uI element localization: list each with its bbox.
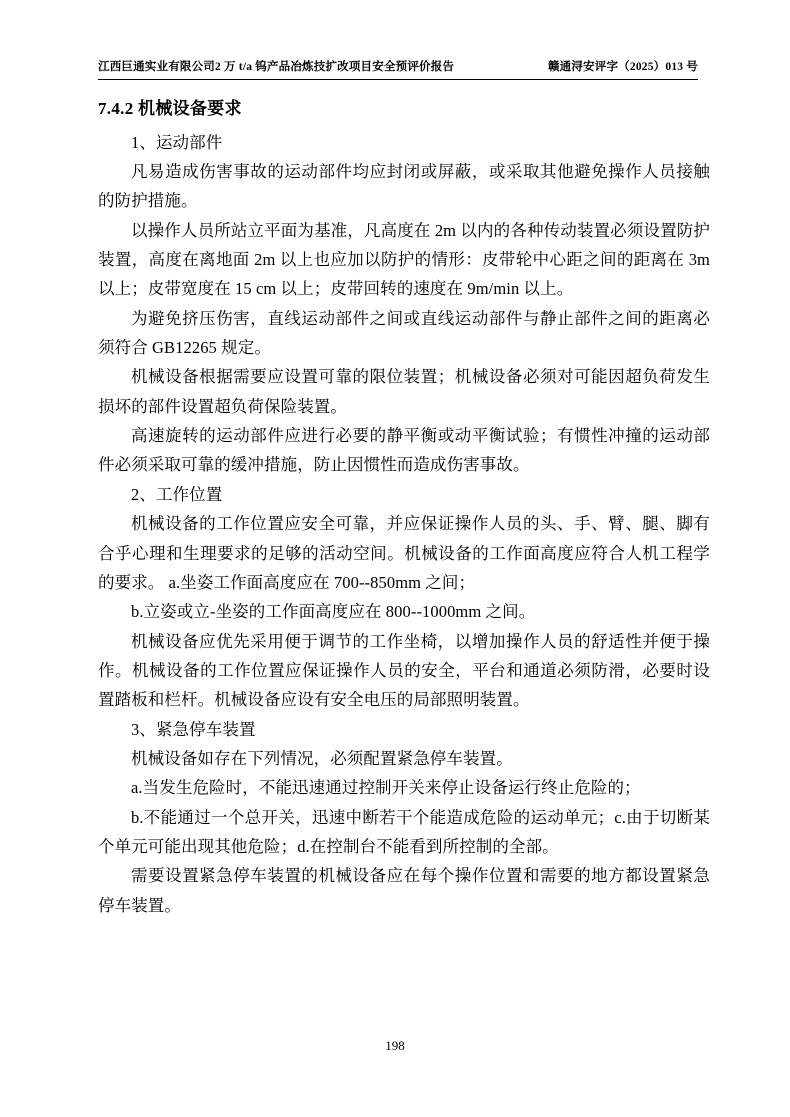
paragraph: 为避免挤压伤害，直线运动部件之间或直线运动部件与静止部件之间的距离必须符合 GB12265 规定。 bbox=[98, 308, 710, 358]
paragraph: 机械设备应优先采用便于调节的工作坐椅，以增加操作人员的舒适性并便于操作。机械设备的工作位置应保证操作人员的安全，平台和通道必须防滑，必要时设置踏板和栏杆。机械设备应设有安全电压的局部照明装置。 bbox=[98, 631, 710, 710]
page-header bbox=[98, 58, 698, 74]
header-left-text: 江西巨通实业有限公司2 万 t/a 钨产品冶炼技扩改项目安全预评价报告 bbox=[98, 61, 455, 73]
document-body bbox=[98, 96, 710, 920]
paragraph: 高速旋转的运动部件应进行必要的静平衡或动平衡试验；有惯性冲撞的运动部件必须采取可靠的缓冲措施，防止因惯性而造成伤害事故。 bbox=[98, 426, 710, 475]
page-title: 7.4.2 机械设备要求 bbox=[98, 99, 242, 118]
paragraph: b.立姿或立-坐姿的工作面高度应在 800--1000mm 之间。 bbox=[131, 602, 536, 622]
paragraph: a.当发生危险时，不能迅速通过控制开关来停止设备运行终止危险的； bbox=[131, 778, 641, 798]
paragraph: 机械设备的工作位置应安全可靠，并应保证操作人员的头、手、臂、腿、脚有合乎心理和生理要求的足够的活动空间。机械设备的工作面高度应符合人机工程学的要求。 a.坐姿工作面高度应在 700--850mm 之间； bbox=[98, 514, 710, 592]
paragraph: 以操作人员所站立平面为基准，凡高度在 2m 以内的各种传动装置必须设置防护装置，高度在离地面 2m 以上也应加以防护的情形：皮带轮中心距之间的距离在 3m 以上；皮带宽度在 15 cm 以上；皮带回转的速度在 9m/min 以上。 bbox=[98, 220, 710, 299]
page-number: 198 bbox=[385, 1038, 405, 1053]
paragraph: b.不能通过一个总开关，迅速中断若干个能造成危险的运动单元；c.由于切断某个单元可能出现其他危险；d.在控制台不能看到所控制的全部。 bbox=[98, 807, 710, 857]
paragraph: 3、紧急停车装置 bbox=[131, 719, 256, 739]
paragraph: 凡易造成伤害事故的运动部件均应封闭或屏蔽，或采取其他避免操作人员接触的防护措施。 bbox=[98, 161, 710, 211]
header-right-text: 赣通浔安评字（2025）013 号 bbox=[547, 61, 698, 73]
paragraph: 机械设备如存在下列情况，必须配置紧急停车装置。 bbox=[131, 749, 513, 769]
header-divider bbox=[98, 79, 698, 80]
paragraph: 2、工作位置 bbox=[131, 484, 223, 504]
paragraph: 需要设置紧急停车装置的机械设备应在每个操作位置和需要的地方都设置紧急停车装置。 bbox=[98, 866, 710, 915]
paragraph: 1、运动部件 bbox=[131, 132, 223, 152]
paragraph: 机械设备根据需要应设置可靠的限位装置；机械设备必须对可能因超负荷发生损坏的部件设置超负荷保险装置。 bbox=[98, 367, 710, 416]
